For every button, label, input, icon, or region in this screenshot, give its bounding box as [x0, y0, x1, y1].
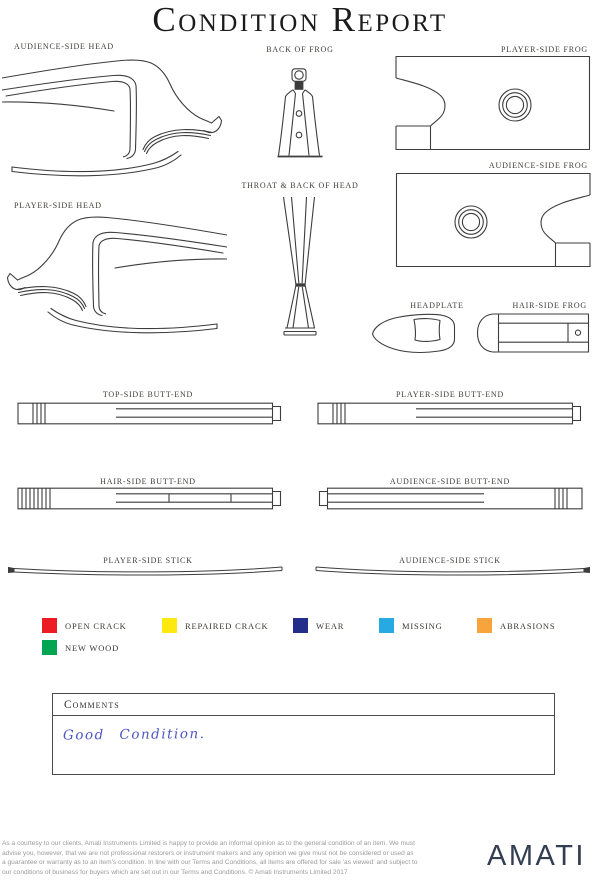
legend-label: NEW WOOD [65, 642, 120, 653]
new-wood-swatch [42, 640, 57, 655]
label-player-side-head: PLAYER-SIDE HEAD [14, 201, 102, 210]
legend-label: OPEN CRACK [65, 620, 127, 631]
legend-label: MISSING [402, 620, 443, 631]
label-hair-side-butt-end: HAIR-SIDE BUTT-END [100, 477, 196, 486]
hair-side-frog-drawing [476, 313, 590, 353]
throat-back-of-head-drawing [278, 197, 322, 339]
comments-header: Comments [53, 694, 554, 716]
legend-item-repaired-crack [162, 618, 268, 633]
disclaimer-line: a guarantee or warranty as to an item's condition. In line with our Terms and Conditions, all items are offered for sale 'as viewed' and subject to [2, 859, 418, 867]
legend-item-missing [379, 618, 443, 633]
label-player-side-stick: PLAYER-SIDE STICK [103, 556, 193, 565]
label-back-of-frog: BACK OF FROG [266, 45, 334, 54]
audience-side-head-drawing [2, 57, 227, 177]
player-side-stick-drawing [6, 564, 288, 578]
player-side-head-drawing [2, 214, 227, 334]
audience-side-frog-drawing [395, 172, 591, 268]
label-headplate: HEADPLATE [410, 301, 464, 310]
legend-item-abrasions [477, 618, 555, 633]
amati-logo: AMATI [487, 840, 586, 872]
legend-label: ABRASIONS [500, 620, 556, 631]
disclaimer-line: As a courtesy to our clients, Amati Instruments Limited is happy to provide an informal opinion as to the general condition of an item. We must [2, 840, 415, 847]
legend-label: WEAR [316, 620, 345, 631]
label-audience-side-frog: AUDIENCE-SIDE FROG [488, 161, 588, 170]
disclaimer-line: advise you, however, that we are not professional restorers or instrument makers and any opinion we give must not be considered or used as [2, 849, 414, 857]
hair-side-butt-end-drawing [17, 487, 283, 510]
legend-item-wear [293, 618, 344, 633]
player-side-frog-drawing [395, 55, 591, 151]
label-throat-back-of-head: THROAT & BACK OF HEAD [241, 181, 359, 190]
disclaimer-line: our conditions of business for buyers which are set out in our Terms and Conditions. © Amati Instruments Limited 2017 [2, 868, 348, 876]
back-of-frog-drawing [277, 68, 323, 160]
legend-item-open-crack [42, 618, 127, 633]
label-top-side-butt-end: TOP-SIDE BUTT-END [102, 390, 194, 399]
headplate-drawing [371, 311, 457, 355]
comments-box [52, 693, 555, 775]
label-audience-side-butt-end: AUDIENCE-SIDE BUTT-END [389, 477, 511, 486]
top-side-butt-end-drawing [17, 402, 283, 425]
abrasions-swatch [477, 618, 492, 633]
missing-swatch [379, 618, 394, 633]
comments-handwritten-text: Good Condition. [62, 726, 206, 744]
legend-item-new-wood [42, 640, 119, 655]
audience-side-butt-end-drawing [317, 487, 583, 510]
label-audience-side-head: AUDIENCE-SIDE HEAD [14, 42, 114, 51]
legend-label: REPAIRED CRACK [185, 620, 269, 631]
repaired-crack-swatch [162, 618, 177, 633]
label-audience-side-stick: AUDIENCE-SIDE STICK [399, 556, 501, 565]
player-side-butt-end-drawing [317, 402, 583, 425]
audience-side-stick-drawing [310, 564, 592, 578]
footer-disclaimer [2, 839, 467, 877]
page-title: Condition Report [152, 0, 448, 39]
label-hair-side-frog: HAIR-SIDE FROG [512, 301, 587, 310]
label-player-side-frog: PLAYER-SIDE FROG [501, 45, 588, 54]
wear-swatch [293, 618, 308, 633]
open-crack-swatch [42, 618, 57, 633]
label-player-side-butt-end: PLAYER-SIDE BUTT-END [395, 390, 505, 399]
